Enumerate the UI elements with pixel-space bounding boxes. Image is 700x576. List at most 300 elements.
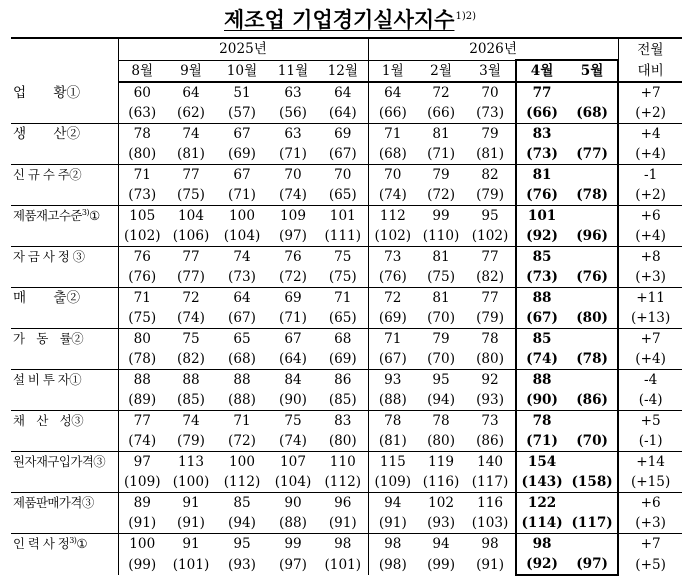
value-cell-paren: (91) — [177, 515, 205, 531]
value-cell-paren: (80) — [567, 308, 618, 329]
value-cell-paren: (69) — [328, 351, 357, 367]
row-label-blank — [11, 267, 118, 288]
value-cell: 113 — [166, 452, 216, 473]
value-cell-paren: (73) — [516, 267, 567, 288]
value-cell: 88 — [216, 370, 268, 391]
value-cell-paren: (64) — [328, 105, 357, 121]
value-cell-paren: (73) — [228, 269, 256, 285]
value-cell: 102 — [417, 493, 465, 514]
value-cell-paren: (74) — [177, 310, 205, 326]
value-cell: 71 — [216, 411, 268, 432]
value-cell: 101 — [318, 206, 368, 227]
value-cell-paren: (143) — [516, 472, 567, 493]
change-cell-paren: (+2) — [618, 103, 682, 124]
value-cell-paren: (69) — [228, 146, 256, 162]
header-month: 11월 — [268, 60, 318, 82]
row-label-text: 채 산 성③ — [13, 413, 84, 428]
row-label — [11, 206, 118, 227]
value-cell-paren: (100) — [172, 474, 210, 490]
row-label-marker: ① — [76, 536, 88, 551]
value-cell-paren: (67) — [228, 310, 256, 326]
row-label — [11, 534, 118, 555]
value-cell-paren: (117) — [567, 513, 618, 534]
value-cell-paren: (78) — [118, 349, 166, 370]
value-cell: 77 — [516, 82, 567, 103]
value-cell-paren: (92) — [516, 554, 567, 575]
value-cell-paren: (88) — [368, 390, 417, 411]
value-cell-paren: (66) — [368, 103, 417, 124]
value-cell: 80 — [118, 329, 166, 350]
value-cell: 79 — [417, 329, 465, 350]
value-cell-paren: (79) — [177, 433, 205, 449]
value-cell-paren: (80) — [476, 351, 505, 367]
table-row-paren — [11, 144, 682, 165]
value-cell: 100 — [216, 206, 268, 227]
value-cell: 94 — [368, 493, 417, 514]
row-label-text: 신 규 수 주② — [13, 167, 82, 182]
row-label — [11, 124, 118, 145]
value-cell-paren: (75) — [427, 269, 456, 285]
header-month: 5월 — [567, 60, 618, 82]
value-cell-paren: (99) — [118, 554, 166, 575]
value-cell-paren: (74) — [279, 433, 307, 449]
value-cell: 69 — [318, 124, 368, 145]
value-cell: 81 — [516, 165, 567, 186]
value-cell-paren: (111) — [324, 228, 362, 244]
value-cell-paren: (85) — [328, 392, 357, 408]
page-title — [0, 4, 700, 34]
value-cell-paren: (66) — [516, 103, 567, 124]
row-label-blank — [11, 308, 118, 329]
value-cell-paren: (103) — [471, 515, 509, 531]
table-row — [11, 82, 682, 103]
value-cell-paren: (72) — [279, 269, 307, 285]
value-cell: 86 — [318, 370, 368, 391]
value-cell: 88 — [516, 288, 567, 309]
value-cell: 72 — [432, 85, 450, 101]
value-cell: 51 — [233, 85, 251, 101]
value-cell-paren: (101) — [324, 556, 362, 573]
row-label-text: 가 동 률② — [13, 331, 84, 346]
value-cell: 64 — [368, 82, 417, 103]
change-cell: -4 — [618, 370, 682, 391]
table-row-paren — [11, 390, 682, 411]
value-cell-paren: (76) — [368, 267, 417, 288]
row-label-text: 제품판매가격③ — [13, 495, 94, 510]
table-row — [11, 411, 682, 432]
change-cell: +6 — [618, 493, 682, 514]
value-cell-paren: (57) — [228, 105, 256, 121]
row-label — [11, 82, 118, 103]
value-cell-paren: (70) — [427, 310, 456, 326]
table-row-paren — [11, 103, 682, 124]
value-cell: 83 — [318, 411, 368, 432]
value-cell: 71 — [118, 165, 166, 186]
value-cell-paren: (81) — [177, 146, 205, 162]
value-cell-paren: (86) — [567, 390, 618, 411]
change-cell-paren: (+5) — [618, 554, 682, 575]
value-cell-paren: (96) — [567, 226, 618, 247]
value-cell-paren: (102) — [368, 226, 417, 247]
value-cell-paren: (75) — [328, 269, 357, 285]
value-cell-paren: (62) — [177, 105, 205, 121]
value-cell-paren: (65) — [328, 187, 357, 203]
header-change-line1: 전월 — [618, 38, 682, 60]
value-cell: 70 — [481, 85, 499, 101]
value-cell: 64 — [216, 288, 268, 309]
value-cell: 98 — [516, 534, 567, 555]
value-cell: 112 — [368, 206, 417, 227]
table-row — [11, 124, 682, 145]
value-cell-paren: (77) — [567, 144, 618, 165]
value-cell-paren: (88) — [279, 515, 307, 531]
value-cell: 93 — [368, 370, 417, 391]
value-cell: 100 — [118, 534, 166, 555]
value-cell-paren: (74) — [279, 187, 307, 203]
value-cell-paren: (73) — [118, 185, 166, 206]
value-cell: 119 — [417, 452, 465, 473]
value-cell: 63 — [284, 85, 302, 101]
row-label-blank — [11, 144, 118, 165]
value-cell-paren: (67) — [328, 146, 357, 162]
change-cell: +11 — [618, 288, 682, 309]
row-label — [11, 411, 118, 432]
table-row — [11, 247, 682, 268]
value-cell-paren: (76) — [118, 267, 166, 288]
value-cell-paren: (76) — [567, 267, 618, 288]
change-cell-paren: (-4) — [618, 390, 682, 411]
value-cell: 90 — [268, 493, 318, 514]
value-cell: 74 — [166, 411, 216, 432]
row-label-blank — [11, 472, 118, 493]
value-cell-paren: (81) — [476, 146, 505, 162]
value-cell: 98 — [368, 534, 417, 555]
table-row — [11, 165, 682, 186]
row-label-blank — [11, 103, 118, 124]
row-label — [11, 493, 118, 514]
header-month: 3월 — [465, 60, 516, 82]
table-row-paren — [11, 308, 682, 329]
change-cell: +7 — [618, 329, 682, 350]
value-cell-paren: (78) — [567, 185, 618, 206]
value-cell: 67 — [268, 329, 318, 350]
value-cell-paren: (72) — [427, 187, 456, 203]
change-cell: +6 — [618, 206, 682, 227]
header-blank — [11, 38, 118, 82]
value-cell: 98 — [318, 534, 368, 555]
value-cell: 77 — [166, 247, 216, 268]
row-label — [11, 247, 118, 268]
value-cell-paren: (67) — [516, 308, 567, 329]
table-row — [11, 452, 682, 473]
value-cell-paren: (94) — [427, 392, 456, 408]
value-cell-paren: (117) — [471, 474, 509, 490]
bsi-table — [11, 37, 682, 576]
row-label-text: 매 출② — [13, 290, 81, 306]
value-cell: 78 — [465, 329, 516, 350]
value-cell: 71 — [368, 124, 417, 145]
value-cell — [567, 82, 618, 103]
value-cell-paren: (90) — [516, 390, 567, 411]
value-cell: 99 — [417, 206, 465, 227]
value-cell-paren: (71) — [516, 431, 567, 452]
value-cell: 74 — [166, 124, 216, 145]
value-cell-paren: (73) — [516, 144, 567, 165]
value-cell-paren: (82) — [177, 351, 205, 367]
value-cell-paren: (104) — [274, 474, 312, 490]
value-cell: 72 — [166, 288, 216, 309]
row-label — [11, 165, 118, 186]
value-cell: 104 — [166, 206, 216, 227]
table-row — [11, 206, 682, 227]
value-cell: 154 — [516, 452, 567, 473]
row-label-text: 생 산② — [13, 126, 81, 142]
value-cell: 77 — [166, 165, 216, 186]
value-cell-paren: (80) — [427, 433, 456, 449]
value-cell: 88 — [166, 370, 216, 391]
value-cell-paren: (110) — [422, 228, 460, 244]
value-cell — [567, 124, 618, 145]
value-cell: 95 — [417, 370, 465, 391]
value-cell: 99 — [268, 534, 318, 555]
value-cell-paren: (82) — [476, 269, 505, 285]
value-cell: 115 — [368, 452, 417, 473]
header-month: 10월 — [216, 60, 268, 82]
change-cell-paren: (-1) — [618, 431, 682, 452]
value-cell — [567, 493, 618, 514]
change-cell-paren: (+4) — [618, 349, 682, 370]
value-cell: 83 — [516, 124, 567, 145]
row-label-footnote: 3) — [81, 207, 90, 217]
value-cell: 77 — [465, 247, 516, 268]
value-cell: 75 — [318, 247, 368, 268]
value-cell: 82 — [465, 165, 516, 186]
value-cell: 77 — [118, 411, 166, 432]
value-cell — [567, 247, 618, 268]
table-row-paren — [11, 349, 682, 370]
value-cell: 116 — [465, 493, 516, 514]
value-cell-paren: (102) — [118, 226, 166, 247]
value-cell: 77 — [465, 288, 516, 309]
value-cell — [567, 452, 618, 473]
value-cell: 98 — [465, 534, 516, 555]
value-cell-paren: (109) — [368, 472, 417, 493]
value-cell: 60 — [118, 82, 166, 103]
row-label — [11, 329, 118, 350]
value-cell: 64 — [334, 85, 352, 101]
value-cell: 76 — [118, 247, 166, 268]
value-cell — [567, 329, 618, 350]
value-cell-paren: (104) — [223, 228, 261, 244]
value-cell-paren: (112) — [223, 474, 261, 490]
header-year-2026: 2026년 — [368, 38, 618, 60]
change-cell: +7 — [618, 82, 682, 103]
value-cell-paren: (91) — [476, 556, 505, 573]
value-cell-paren: (74) — [516, 349, 567, 370]
value-cell: 78 — [118, 124, 166, 145]
value-cell: 65 — [216, 329, 268, 350]
row-label-blank — [11, 390, 118, 411]
value-cell-paren: (65) — [328, 310, 357, 326]
value-cell: 70 — [318, 165, 368, 186]
value-cell-paren: (94) — [228, 515, 256, 531]
value-cell — [567, 206, 618, 227]
value-cell-paren: (74) — [118, 431, 166, 452]
value-cell-paren: (93) — [228, 556, 256, 573]
value-cell-paren: (92) — [516, 226, 567, 247]
value-cell: 67 — [216, 124, 268, 145]
row-label-text: 설 비 투 자① — [13, 372, 82, 387]
change-cell: -1 — [618, 165, 682, 186]
table-row — [11, 493, 682, 514]
value-cell: 95 — [216, 534, 268, 555]
table-row-paren — [11, 513, 682, 534]
table-row-paren — [11, 431, 682, 452]
value-cell-paren: (70) — [567, 431, 618, 452]
value-cell-paren: (158) — [567, 472, 618, 493]
row-label — [11, 452, 118, 473]
change-cell-paren: (+15) — [618, 472, 682, 493]
value-cell-paren: (74) — [368, 185, 417, 206]
value-cell: 96 — [318, 493, 368, 514]
value-cell: 75 — [166, 329, 216, 350]
table-row — [11, 329, 682, 350]
change-cell: +5 — [618, 411, 682, 432]
row-label-text: 업 황① — [13, 84, 81, 101]
table-row-paren — [11, 226, 682, 247]
row-label-text: 제품재고수준 — [13, 208, 82, 223]
value-cell — [567, 288, 618, 309]
value-cell: 71 — [318, 288, 368, 309]
value-cell: 95 — [465, 206, 516, 227]
row-label-blank — [11, 431, 118, 452]
value-cell: 85 — [516, 247, 567, 268]
table-row — [11, 370, 682, 391]
value-cell-paren: (72) — [228, 433, 256, 449]
value-cell: 73 — [368, 247, 417, 268]
header-row-years — [11, 38, 682, 60]
value-cell: 91 — [166, 534, 216, 555]
value-cell-paren: (91) — [368, 513, 417, 534]
change-cell-paren: (+2) — [618, 185, 682, 206]
value-cell-paren: (64) — [279, 351, 307, 367]
title-text: 제조업 기업경기실사지수 — [224, 7, 455, 32]
header-month: 9월 — [166, 60, 216, 82]
row-label — [11, 288, 118, 309]
row-label-blank — [11, 226, 118, 247]
row-label — [11, 370, 118, 391]
change-cell-paren: (+4) — [618, 226, 682, 247]
change-cell-paren: (+3) — [618, 267, 682, 288]
value-cell-paren: (76) — [516, 185, 567, 206]
value-cell-paren: (91) — [328, 515, 357, 531]
value-cell-paren: (66) — [427, 105, 456, 121]
change-cell: +14 — [618, 452, 682, 473]
row-label-text: 원자재구입가격③ — [13, 454, 106, 469]
change-cell-paren: (+4) — [618, 144, 682, 165]
value-cell-paren: (70) — [427, 351, 456, 367]
header-change-line2: 대비 — [618, 60, 682, 82]
value-cell-paren: (81) — [368, 431, 417, 452]
table-row-paren — [11, 472, 682, 493]
change-cell: +4 — [618, 124, 682, 145]
row-label-marker: ① — [89, 208, 100, 223]
value-cell-paren: (97) — [279, 556, 307, 573]
value-cell: 100 — [216, 452, 268, 473]
value-cell: 64 — [182, 85, 200, 101]
row-label-blank — [11, 513, 118, 534]
table-row-paren — [11, 185, 682, 206]
value-cell: 107 — [268, 452, 318, 473]
value-cell-paren: (79) — [476, 187, 505, 203]
value-cell: 101 — [516, 206, 567, 227]
value-cell: 140 — [465, 452, 516, 473]
value-cell: 97 — [118, 452, 166, 473]
value-cell: 73 — [465, 411, 516, 432]
value-cell — [567, 165, 618, 186]
change-cell-paren: (+3) — [618, 513, 682, 534]
value-cell: 76 — [268, 247, 318, 268]
value-cell: 74 — [216, 247, 268, 268]
header-month: 12월 — [318, 60, 368, 82]
value-cell-paren: (85) — [177, 392, 205, 408]
value-cell: 71 — [118, 288, 166, 309]
table-row — [11, 288, 682, 309]
value-cell-paren: (78) — [567, 349, 618, 370]
title-footnote-marker: 1)2) — [455, 11, 476, 22]
value-cell-paren: (97) — [567, 554, 618, 575]
value-cell: 92 — [465, 370, 516, 391]
value-cell-paren: (80) — [328, 433, 357, 449]
value-cell-paren: (116) — [422, 474, 460, 490]
value-cell-paren: (86) — [476, 433, 505, 449]
value-cell-paren: (68) — [368, 144, 417, 165]
value-cell-paren: (97) — [279, 228, 307, 244]
value-cell: 79 — [465, 124, 516, 145]
value-cell-paren: (93) — [476, 392, 505, 408]
value-cell-paren: (67) — [368, 349, 417, 370]
value-cell: 70 — [368, 165, 417, 186]
value-cell-paren: (75) — [177, 187, 205, 203]
value-cell: 122 — [516, 493, 567, 514]
value-cell: 91 — [166, 493, 216, 514]
header-month: 1월 — [368, 60, 417, 82]
value-cell-paren: (93) — [427, 515, 456, 531]
row-label-blank — [11, 349, 118, 370]
value-cell-paren: (63) — [118, 103, 166, 124]
value-cell-paren: (109) — [118, 472, 166, 493]
value-cell: 63 — [268, 124, 318, 145]
value-cell: 70 — [268, 165, 318, 186]
value-cell-paren: (71) — [228, 187, 256, 203]
change-cell: +8 — [618, 247, 682, 268]
value-cell: 78 — [516, 411, 567, 432]
table-row-paren — [11, 267, 682, 288]
value-cell: 78 — [368, 411, 417, 432]
value-cell-paren: (101) — [172, 556, 210, 573]
header-month: 2월 — [417, 60, 465, 82]
value-cell-paren: (73) — [476, 105, 505, 121]
header-year-2025: 2025년 — [118, 38, 368, 60]
value-cell-paren: (79) — [476, 310, 505, 326]
row-label-text: 인 력 사 정 — [13, 536, 70, 551]
value-cell: 68 — [318, 329, 368, 350]
value-cell-paren: (80) — [118, 144, 166, 165]
value-cell-paren: (99) — [427, 556, 456, 573]
value-cell-paren: (71) — [279, 146, 307, 162]
value-cell-paren: (102) — [471, 228, 509, 244]
value-cell: 85 — [216, 493, 268, 514]
